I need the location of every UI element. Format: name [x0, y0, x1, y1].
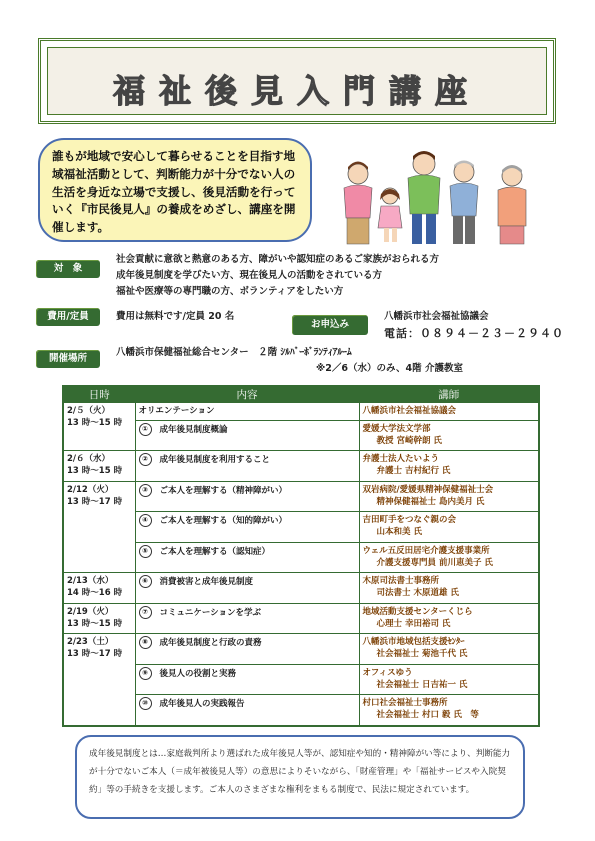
date-cell: 2/６（水） 13 時～15 時 [63, 451, 135, 482]
lecturer-cell: 地域活動支援センターくじら 心理士 幸田裕司 氏 [359, 603, 539, 634]
lecturer-cell: 愛媛大学法文学部 教授 宮崎幹朗 氏 [359, 420, 539, 451]
venue-note: ※2／6（水）のみ、4階 介護教室 [316, 363, 463, 374]
intro-text: 誰もが地域で安心して暮らせることを目指す地域福祉活動として、判断能力が十分でない人の生活を身近な立場で支援し、後見活動を行っていく『市民後見人』の養成をめざし、講座を開催します。 [38, 138, 312, 242]
table-row [63, 403, 539, 421]
date-cell: 2/19（火） 13 時～15 時 [63, 603, 135, 634]
content-cell: ⑥ 消費被害と成年後見制度 [135, 573, 359, 604]
note-text: 成年後見制度とは…家庭裁判所より選ばれた成年後見人等が、認知症や知的・精神障がい等により、判断能力が十分でないご本人（＝成年被後見人等）の意思によりそいながら、「財産管理」や「福祉サービスや入院契約」等の手続きを支援します。ご本人のさまざまな権利をまもる制度で、民法に規定されています。 [89, 749, 511, 795]
content-cell: ③ ご本人を理解する（精神障がい） [135, 481, 359, 512]
lecturer-cell: 村口社会福祉士事務所 社会福祉士 村口 毅 氏 等 [359, 695, 539, 726]
note-box [75, 735, 525, 819]
apply-phone: 電話：０８９４－２３－２９４０ [384, 327, 564, 340]
header-lecturer: 講師 [359, 386, 539, 403]
lecturer-cell: 双岩病院/愛媛県精神保健福祉士会 精神保健福祉士 島内美月 氏 [359, 481, 539, 512]
fee-text: 費用は無料です/定員 20 名 [116, 311, 235, 322]
content-cell: ⑤ ご本人を理解する（認知症） [135, 542, 359, 573]
content-cell: ⑩ 成年後見人の実践報告 [135, 695, 359, 726]
header-date: 日時 [63, 386, 135, 403]
content-cell: ⑦ コミュニケーションを学ぶ [135, 603, 359, 634]
content-cell: ⑧ 成年後見制度と行政の責務 [135, 634, 359, 665]
header-content: 内容 [135, 386, 359, 403]
table-row [63, 542, 539, 573]
venue-text: 八幡浜市保健福祉総合センター ２階 ｼﾙﾊﾞｰﾎﾞﾗﾝﾃｨｱﾙｰﾑ [116, 347, 352, 358]
page-title: 福祉後見入門講座 [112, 72, 481, 110]
content-cell: ⑨ 後見人の役割と実務 [135, 664, 359, 695]
lecturer-cell: 弁護士法人たいよう 弁護士 吉村紀行 氏 [359, 451, 539, 482]
table-row [63, 664, 539, 695]
content-cell: ④ ご本人を理解する（知的障がい） [135, 512, 359, 543]
table-row [63, 481, 539, 512]
lecturer-cell: 八幡浜市地域包括支援ｾﾝﾀｰ 社会福祉士 菊池千代 氏 [359, 634, 539, 665]
title-frame [38, 38, 556, 124]
lecturer-cell: 八幡浜市社会福祉協議会 [359, 403, 539, 421]
schedule-table [62, 385, 540, 727]
date-cell: 2/12（火） 13 時～17 時 [63, 481, 135, 573]
table-row [63, 603, 539, 634]
date-cell: 2/13（水） 14 時～16 時 [63, 573, 135, 604]
content-cell: ② 成年後見制度を利用すること [135, 451, 359, 482]
table-header-row [63, 386, 539, 403]
venue-label: 開催場所 [36, 350, 100, 368]
target-label: 対 象 [36, 260, 100, 278]
table-row [63, 634, 539, 665]
target-line-2: 成年後見制度を学びたい方、現在後見人の活動をされている方 [116, 270, 383, 281]
content-cell: ① 成年後見制度概論 [135, 420, 359, 451]
table-row [63, 695, 539, 726]
table-row [63, 451, 539, 482]
table-row [63, 573, 539, 604]
lecturer-cell: オフィスゆう 社会福祉士 日吉祐一 氏 [359, 664, 539, 695]
target-line-3: 福祉や医療等の専門職の方、ボランティアをしたい方 [116, 286, 344, 297]
date-cell: 2/23（土） 13 時～17 時 [63, 634, 135, 726]
content-cell: オリエンテーション [135, 403, 359, 421]
apply-label: お申込み [292, 315, 368, 335]
apply-org: 八幡浜市社会福祉協議会 [384, 311, 489, 322]
table-row [63, 420, 539, 451]
table-row [63, 512, 539, 543]
lecturer-cell: 吉田町手をつなぐ親の会 山本和美 氏 [359, 512, 539, 543]
title-panel [47, 47, 547, 115]
lecturer-cell: 木原司法書士事務所 司法書士 木原道雄 氏 [359, 573, 539, 604]
target-line-1: 社会貢献に意欲と熱意のある方、障がいや認知症のあるご家族がおられる方 [116, 254, 440, 265]
family-people-icon [334, 134, 552, 252]
lecturer-cell: ウェル五反田居宅介護支援事業所 介護支援専門員 前川恵美子 氏 [359, 542, 539, 573]
fee-label: 費用/定員 [36, 308, 100, 326]
date-cell: 2/５（火） 13 時～15 時 [63, 403, 135, 451]
